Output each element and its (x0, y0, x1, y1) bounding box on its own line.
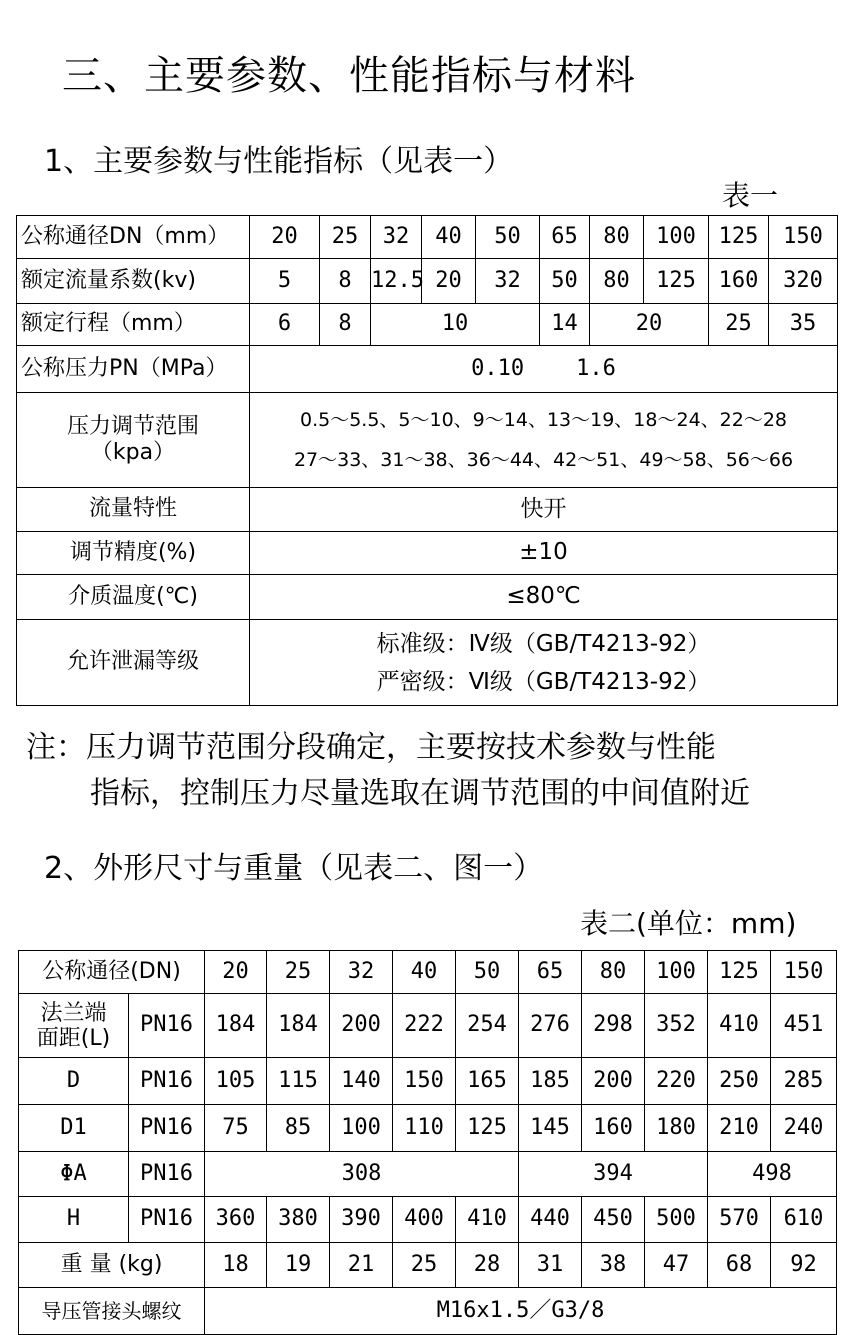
dn-cell: 100 (645, 951, 708, 994)
pn-cell: PN16 (129, 1058, 205, 1105)
pn-value-b: 1.6 (576, 355, 616, 381)
table-row (17, 304, 838, 346)
weight-cell: 47 (645, 1243, 708, 1288)
h-cell: 360 (205, 1197, 267, 1243)
range-label (17, 393, 250, 488)
stroke-cell: 14 (540, 304, 590, 346)
d1-cell: 160 (582, 1105, 645, 1152)
stroke-cell: 10 (371, 304, 540, 346)
table-row (17, 216, 838, 259)
phia-cell: 498 (708, 1152, 837, 1197)
d-cell: 105 (205, 1058, 267, 1105)
d-cell: 185 (519, 1058, 582, 1105)
h-label: H (19, 1197, 129, 1243)
weight-label: 重 量 (kg) (19, 1243, 205, 1288)
dn-cell: 40 (422, 216, 476, 259)
dn-label: 公称通径(DN) (19, 951, 205, 994)
d1-cell: 240 (771, 1105, 837, 1152)
d1-cell: 180 (645, 1105, 708, 1152)
dn-cell: 150 (769, 216, 838, 259)
l-label-line2: 面距(L) (36, 1025, 111, 1051)
flow-char-label: 流量特性 (17, 488, 250, 532)
phia-label: ΦA (19, 1152, 129, 1197)
range-label-line2: （kpa） (90, 440, 176, 465)
h-cell: 450 (582, 1197, 645, 1243)
table-row (19, 1288, 837, 1335)
table-row (17, 346, 838, 393)
l-cell: 410 (708, 994, 771, 1058)
d1-cell: 85 (267, 1105, 330, 1152)
d1-cell: 100 (330, 1105, 393, 1152)
l-cell: 254 (456, 994, 519, 1058)
table-row (17, 488, 838, 532)
weight-cell: 38 (582, 1243, 645, 1288)
l-cell: 184 (205, 994, 267, 1058)
dn-cell: 80 (582, 951, 645, 994)
dn-cell: 40 (393, 951, 456, 994)
leak-label: 允许泄漏等级 (17, 620, 250, 706)
pn-cell: PN16 (129, 1152, 205, 1197)
thread-label: 导压管接头螺纹 (19, 1288, 205, 1335)
table-row (17, 575, 838, 620)
d-label: D (19, 1058, 129, 1105)
stroke-cell: 20 (590, 304, 709, 346)
dn-cell: 65 (519, 951, 582, 994)
temp-value: ≤80℃ (250, 575, 838, 620)
accuracy-value: ±10 (250, 532, 838, 575)
dn-cell: 125 (709, 216, 769, 259)
kv-cell: 50 (540, 259, 590, 304)
dimensions-table (18, 950, 837, 1335)
dn-cell: 125 (708, 951, 771, 994)
h-cell: 610 (771, 1197, 837, 1243)
stroke-cell: 8 (320, 304, 371, 346)
range-label-line1: 压力调节范围 (66, 413, 199, 439)
range-line1: 0.5～5.5、5～10、9～14、13～19、18～24、22～28 (299, 409, 788, 431)
dn-cell: 80 (590, 216, 644, 259)
kv-cell: 5 (250, 259, 320, 304)
l-cell: 451 (771, 994, 837, 1058)
d-cell: 285 (771, 1058, 837, 1105)
d-cell: 165 (456, 1058, 519, 1105)
weight-cell: 31 (519, 1243, 582, 1288)
weight-cell: 21 (330, 1243, 393, 1288)
dn-cell: 65 (540, 216, 590, 259)
d1-cell: 125 (456, 1105, 519, 1152)
kv-cell: 20 (422, 259, 476, 304)
weight-cell: 25 (393, 1243, 456, 1288)
leak-line1: 标准级：Ⅳ级（GB/T4213-92） (376, 630, 711, 657)
temp-label: 介质温度(℃) (17, 575, 250, 620)
d-cell: 150 (393, 1058, 456, 1105)
l-cell: 352 (645, 994, 708, 1058)
stroke-label: 额定行程（mm） (17, 304, 250, 346)
pn-cell: PN16 (129, 1197, 205, 1243)
l-cell: 184 (267, 994, 330, 1058)
parameters-table (16, 215, 838, 706)
kv-cell: 125 (644, 259, 709, 304)
kv-cell: 12.5 (371, 259, 422, 304)
leak-values (250, 620, 838, 706)
pn-cell: PN16 (129, 1105, 205, 1152)
thread-value: M16x1.5／G3/8 (205, 1288, 837, 1335)
dn-cell: 20 (250, 216, 320, 259)
dn-cell: 150 (771, 951, 837, 994)
d-cell: 140 (330, 1058, 393, 1105)
table2-caption: 表二(单位：mm) (580, 907, 797, 940)
subsection-1-title: 1、主要参数与性能指标（见表一） (44, 144, 514, 179)
d-cell: 250 (708, 1058, 771, 1105)
l-cell: 222 (393, 994, 456, 1058)
pn-value (250, 346, 838, 393)
weight-cell: 68 (708, 1243, 771, 1288)
dn-cell: 100 (644, 216, 709, 259)
d-cell: 220 (645, 1058, 708, 1105)
dn-cell: 25 (320, 216, 371, 259)
flow-char-value: 快开 (250, 488, 838, 532)
table-row (19, 951, 837, 994)
table-row (19, 1058, 837, 1105)
d1-cell: 145 (519, 1105, 582, 1152)
h-cell: 380 (267, 1197, 330, 1243)
table-row (17, 259, 838, 304)
weight-cell: 19 (267, 1243, 330, 1288)
note-line1: 注：压力调节范围分段确定，主要按技术参数与性能 (26, 730, 716, 765)
table1-caption: 表一 (722, 179, 779, 212)
section-title: 三、主要参数、性能指标与材料 (62, 53, 636, 99)
d1-cell: 110 (393, 1105, 456, 1152)
d-cell: 200 (582, 1058, 645, 1105)
l-label-line1: 法兰端 (40, 1000, 107, 1026)
subsection-2-title: 2、外形尺寸与重量（见表二、图一） (44, 851, 544, 886)
phia-cell: 308 (205, 1152, 519, 1197)
h-cell: 440 (519, 1197, 582, 1243)
d1-label: D1 (19, 1105, 129, 1152)
table-row (17, 620, 838, 706)
dn-cell: 50 (456, 951, 519, 994)
leak-line2: 严密级：Ⅵ级（GB/T4213-92） (376, 668, 711, 695)
d-cell: 115 (267, 1058, 330, 1105)
kv-label: 额定流量系数(kv) (17, 259, 250, 304)
pn-label: 公称压力PN（MPa） (17, 346, 250, 393)
kv-cell: 160 (709, 259, 769, 304)
pn-cell: PN16 (129, 994, 205, 1058)
weight-cell: 18 (205, 1243, 267, 1288)
d1-cell: 75 (205, 1105, 267, 1152)
h-cell: 390 (330, 1197, 393, 1243)
stroke-cell: 35 (769, 304, 838, 346)
l-cell: 276 (519, 994, 582, 1058)
note-line2: 指标，控制压力尽量选取在调节范围的中间值附近 (90, 776, 750, 811)
kv-cell: 320 (769, 259, 838, 304)
table-row (19, 994, 837, 1058)
stroke-cell: 6 (250, 304, 320, 346)
table-row (19, 1152, 837, 1197)
table-row (19, 1243, 837, 1288)
dn-cell: 32 (330, 951, 393, 994)
h-cell: 500 (645, 1197, 708, 1243)
dn-cell: 50 (476, 216, 540, 259)
h-cell: 400 (393, 1197, 456, 1243)
pn-value-a: 0.10 (471, 355, 525, 381)
kv-cell: 32 (476, 259, 540, 304)
range-values (250, 393, 838, 488)
l-cell: 200 (330, 994, 393, 1058)
stroke-cell: 25 (709, 304, 769, 346)
range-line2: 27～33、31～38、36～44、42～51、49～58、56～66 (293, 449, 794, 471)
h-cell: 410 (456, 1197, 519, 1243)
table-row (19, 1105, 837, 1152)
dn-cell: 20 (205, 951, 267, 994)
table-row (17, 532, 838, 575)
dn-cell: 32 (371, 216, 422, 259)
phia-cell: 394 (519, 1152, 708, 1197)
table-row (17, 393, 838, 488)
h-cell: 570 (708, 1197, 771, 1243)
dn-cell: 25 (267, 951, 330, 994)
l-cell: 298 (582, 994, 645, 1058)
weight-cell: 28 (456, 1243, 519, 1288)
kv-cell: 8 (320, 259, 371, 304)
l-label (19, 994, 129, 1058)
d1-cell: 210 (708, 1105, 771, 1152)
weight-cell: 92 (771, 1243, 837, 1288)
table-row (19, 1197, 837, 1243)
accuracy-label: 调节精度(%) (17, 532, 250, 575)
kv-cell: 80 (590, 259, 644, 304)
dn-label: 公称通径DN（mm） (17, 216, 250, 259)
